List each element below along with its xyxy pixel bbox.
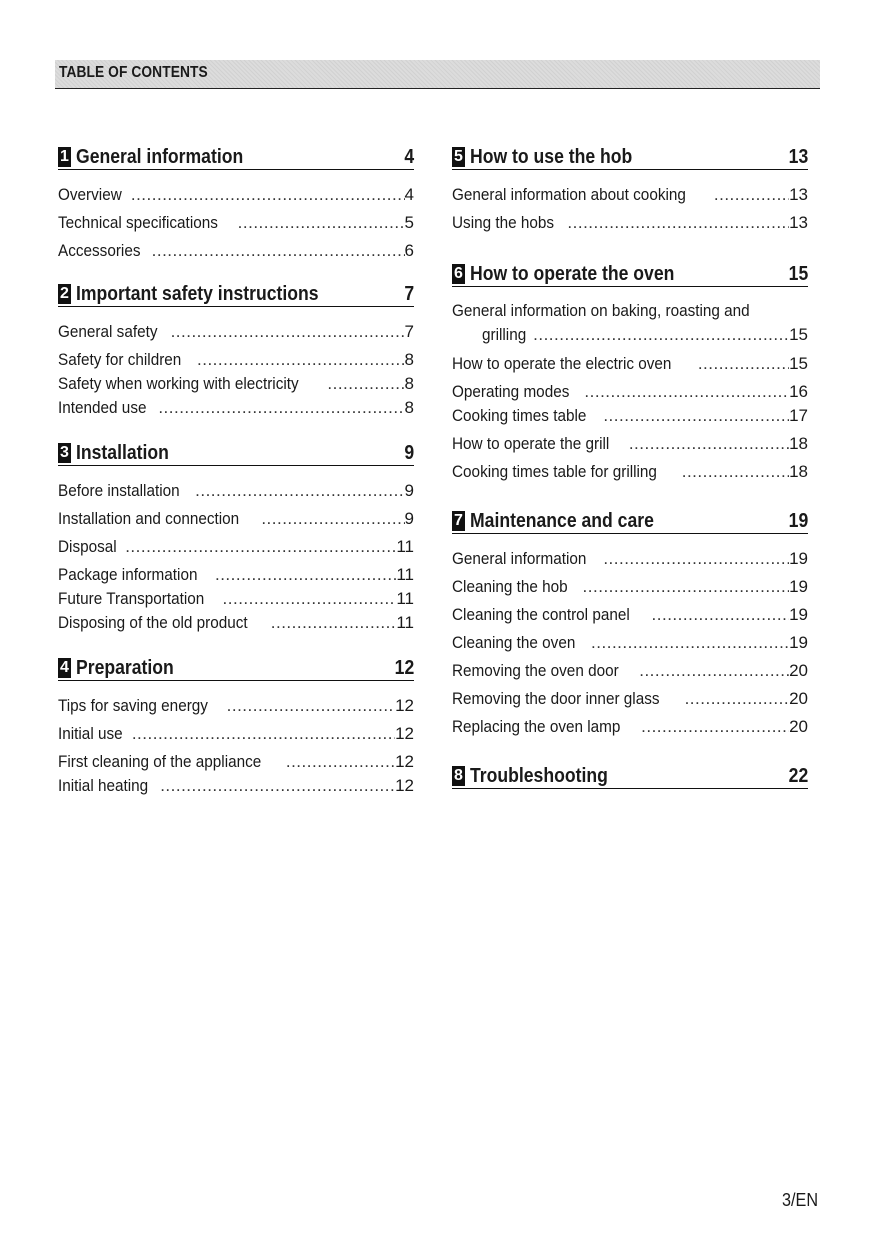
dot-leader: [637, 660, 789, 682]
entry-page: 4: [404, 185, 414, 204]
dot-leader: [158, 775, 395, 797]
entry-label-continued: grilling: [482, 325, 527, 344]
entry-label: Safety when working with electricity: [58, 374, 299, 393]
dot-leader: [213, 564, 396, 586]
toc-section-2: [58, 280, 414, 419]
entry-page: 19: [789, 605, 808, 624]
toc-entry[interactable]: [58, 610, 414, 634]
entry-label: Cooking times table for grilling: [452, 462, 657, 481]
entry-page: 8: [404, 374, 414, 393]
section-page-number: 7: [404, 283, 414, 305]
toc-entry[interactable]: [58, 773, 414, 797]
section-number-badge: 4: [58, 658, 71, 678]
section-page-number: 4: [404, 146, 414, 168]
dot-leader: [225, 695, 395, 717]
section-heading[interactable]: [452, 507, 808, 534]
section-title: How to use the hob: [470, 146, 633, 168]
toc-entry[interactable]: [452, 403, 808, 427]
entry-page: 17: [789, 406, 808, 425]
entry-label: General information on baking, roasting and: [452, 301, 750, 320]
entry-label: Initial use: [58, 724, 123, 743]
toc-entry[interactable]: [452, 182, 808, 206]
dot-leader: [325, 373, 404, 395]
entry-label: Removing the oven door: [452, 661, 619, 680]
entry-page: 19: [789, 633, 808, 652]
toc-entry[interactable]: [452, 630, 808, 654]
toc-section-8: [452, 762, 808, 789]
entry-page: 19: [789, 577, 808, 596]
dot-leader: [712, 184, 789, 206]
entry-label: Tips for saving energy: [58, 696, 208, 715]
section-title: Troubleshooting: [470, 765, 608, 787]
entry-label: Safety for children: [58, 350, 182, 369]
dot-leader: [284, 751, 395, 773]
entry-page: 12: [395, 724, 414, 743]
entry-page: 9: [404, 509, 414, 528]
section-title: Installation: [76, 442, 169, 464]
dot-leader: [221, 588, 397, 610]
dot-leader: [195, 349, 405, 371]
toc-entry[interactable]: [58, 182, 414, 206]
toc-entry[interactable]: [452, 299, 808, 347]
entry-page: 15: [789, 325, 808, 344]
toc-section-7: [452, 507, 808, 738]
entry-page: 11: [396, 613, 414, 632]
dot-leader: [129, 184, 405, 206]
toc-entry[interactable]: [452, 210, 808, 234]
entry-page: 5: [404, 213, 414, 232]
toc-section-6: [452, 260, 808, 483]
dot-leader: [680, 461, 789, 483]
dot-leader: [169, 321, 405, 343]
toc-entry[interactable]: [452, 379, 808, 403]
toc-entry[interactable]: [58, 562, 414, 586]
toc-entry[interactable]: [58, 478, 414, 502]
entry-page: 8: [404, 350, 414, 369]
entry-label: Future Transportation: [58, 589, 205, 608]
section-number-badge: 1: [58, 147, 71, 167]
entry-page: 18: [789, 434, 808, 453]
dot-leader: [582, 381, 789, 403]
dot-leader: [627, 433, 789, 455]
entry-label: Installation and connection: [58, 509, 240, 528]
entry-label: Cleaning the hob: [452, 577, 568, 596]
dot-leader: [683, 688, 790, 710]
entry-label: General information about cooking: [452, 185, 686, 204]
toc-entry[interactable]: [58, 395, 414, 419]
entry-label: Cleaning the oven: [452, 633, 576, 652]
dot-leader: [269, 612, 397, 634]
toc-entry[interactable]: [58, 749, 414, 773]
entry-label: Package information: [58, 565, 198, 584]
entry-page: 20: [789, 689, 808, 708]
section-heading[interactable]: [58, 654, 414, 681]
toc-entry[interactable]: [58, 347, 414, 371]
toc-entry[interactable]: [452, 602, 808, 626]
entry-label: First cleaning of the appliance: [58, 752, 262, 771]
toc-entry[interactable]: [452, 714, 808, 738]
section-title: Important safety instructions: [76, 283, 319, 305]
section-number-badge: 3: [58, 443, 71, 463]
dot-leader: [236, 212, 405, 234]
toc-entry[interactable]: [452, 351, 808, 375]
section-heading[interactable]: [452, 260, 808, 287]
dot-leader: [193, 480, 404, 502]
entry-label: Disposal: [58, 537, 117, 556]
section-page-number: 13: [788, 146, 808, 168]
section-heading[interactable]: [58, 439, 414, 466]
section-page-number: 22: [788, 765, 808, 787]
entry-label: Removing the door inner glass: [452, 689, 660, 708]
section-number-badge: 5: [452, 147, 465, 167]
section-heading[interactable]: [58, 280, 414, 307]
entry-label: Intended use: [58, 398, 147, 417]
section-title: General information: [76, 146, 244, 168]
entry-label: Disposing of the old product: [58, 613, 248, 632]
toc-entry[interactable]: [58, 319, 414, 343]
dot-leader: [696, 353, 789, 375]
section-number-badge: 7: [452, 511, 465, 531]
dot-leader: [601, 548, 789, 570]
toc-entry[interactable]: [58, 586, 414, 610]
entry-page: 16: [789, 382, 808, 401]
section-heading[interactable]: [452, 143, 808, 170]
dot-leader: [130, 723, 395, 745]
dot-leader: [650, 604, 790, 626]
entry-page: 13: [789, 185, 808, 204]
page-number-footer: 3/EN: [781, 1190, 818, 1210]
dot-leader: [601, 405, 789, 427]
entry-label: Replacing the oven lamp: [452, 717, 621, 736]
toc-section-1: [58, 143, 414, 262]
entry-page: 20: [789, 717, 808, 736]
entry-page: 7: [404, 322, 414, 341]
entry-page: 18: [789, 462, 808, 481]
dot-leader: [581, 576, 790, 598]
entry-page: 20: [789, 661, 808, 680]
section-title: Maintenance and care: [470, 510, 654, 532]
entry-label: Using the hobs: [452, 213, 555, 232]
entry-label: Operating modes: [452, 382, 570, 401]
toc-entry[interactable]: [58, 210, 414, 234]
entry-page: 9: [404, 481, 414, 500]
toc-entry[interactable]: [452, 431, 808, 455]
section-number-badge: 8: [452, 766, 465, 786]
entry-page: 19: [789, 549, 808, 568]
section-heading[interactable]: [452, 762, 808, 789]
section-page-number: 12: [394, 657, 414, 679]
entry-label: General information: [452, 549, 587, 568]
toc-entry[interactable]: [58, 721, 414, 745]
toc-column-left: [58, 143, 414, 797]
toc-title: TABLE OF CONTENTS: [59, 64, 208, 81]
section-heading[interactable]: [58, 143, 414, 170]
entry-page: 15: [789, 354, 808, 373]
toc-entry[interactable]: [58, 238, 414, 262]
toc-section-5: [452, 143, 808, 234]
section-title: How to operate the oven: [470, 263, 675, 285]
toc-entry[interactable]: [58, 371, 414, 395]
entry-label: General safety: [58, 322, 158, 341]
entry-page: 11: [396, 565, 414, 584]
dot-leader: [565, 212, 789, 234]
section-number-badge: 2: [58, 284, 71, 304]
section-page-number: 9: [404, 442, 414, 464]
toc-header-bar: [55, 60, 820, 89]
entry-label: Before installation: [58, 481, 180, 500]
toc-entry[interactable]: [58, 693, 414, 717]
dot-leader: [639, 716, 789, 738]
dot-leader: [156, 397, 404, 419]
section-page-number: 19: [788, 510, 808, 532]
entry-page: 11: [396, 589, 414, 608]
entry-page: 8: [404, 398, 414, 417]
dot-leader: [150, 240, 405, 262]
toc-section-4: [58, 654, 414, 797]
section-title: Preparation: [76, 657, 174, 679]
toc-entry[interactable]: [58, 534, 414, 558]
toc-entry[interactable]: [58, 506, 414, 530]
toc-entry[interactable]: [452, 546, 808, 570]
entry-page: 12: [395, 752, 414, 771]
entry-label: Accessories: [58, 241, 141, 260]
entry-label: How to operate the grill: [452, 434, 610, 453]
dot-leader: [123, 536, 396, 558]
entry-page: 13: [789, 213, 808, 232]
entry-page: 12: [395, 776, 414, 795]
entry-page: 11: [396, 537, 414, 556]
dot-leader: [259, 508, 404, 530]
toc-entry[interactable]: [452, 574, 808, 598]
entry-label: Cleaning the control panel: [452, 605, 630, 624]
toc-entry[interactable]: [452, 459, 808, 483]
entry-label: Cooking times table: [452, 406, 587, 425]
dot-leader: [531, 323, 789, 347]
dot-leader: [589, 632, 789, 654]
toc-section-3: [58, 439, 414, 634]
toc-entry[interactable]: [452, 686, 808, 710]
section-number-badge: 6: [452, 264, 465, 284]
entry-label: Technical specifications: [58, 213, 218, 232]
section-page-number: 15: [788, 263, 808, 285]
entry-label: Overview: [58, 185, 122, 204]
entry-page: 6: [404, 241, 414, 260]
entry-label: How to operate the electric oven: [452, 354, 672, 373]
entry-label: Initial heating: [58, 776, 149, 795]
entry-page: 12: [395, 696, 414, 715]
toc-column-right: [452, 143, 808, 801]
toc-entry[interactable]: [452, 658, 808, 682]
